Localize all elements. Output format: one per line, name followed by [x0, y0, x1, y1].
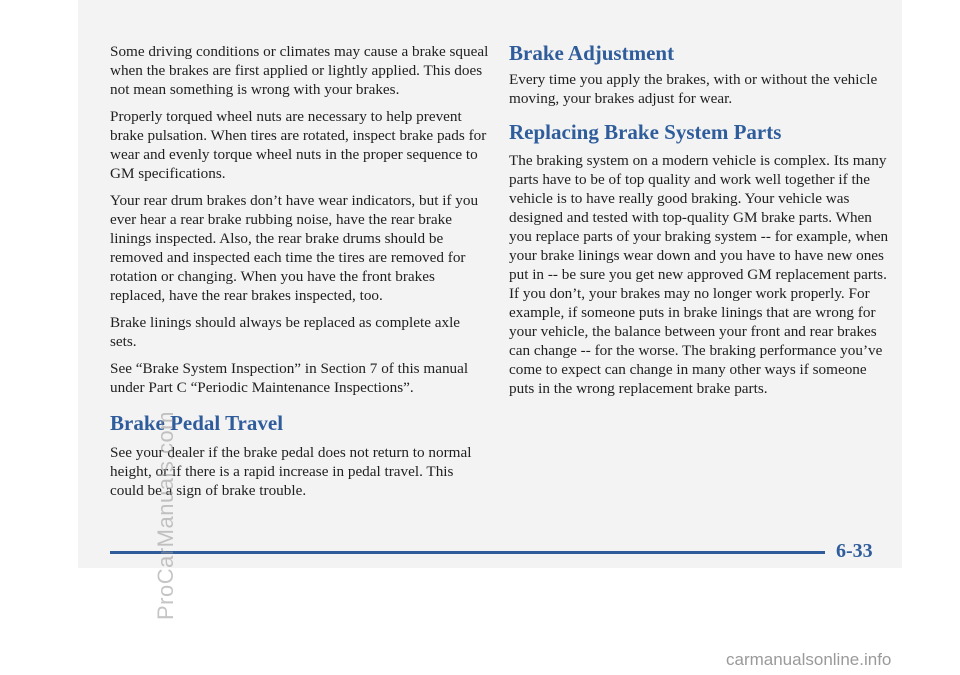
watermark-container	[73, 200, 178, 620]
right-column	[509, 41, 889, 398]
heading-brake-adjustment: Brake Adjustment	[509, 41, 675, 65]
footer-rule	[110, 551, 825, 554]
paragraph-brake-linings: Brake linings should always be replaced as complete axle sets.	[110, 314, 461, 350]
paragraph-brake-adjustment: Every time you apply the brakes, with or without the vehicle moving, your brakes adjust for wear.	[509, 71, 878, 107]
paragraph-inspection-reference: See “Brake System Inspection” in Section 7 of this manual under Part C “Periodic Maintenance Inspections”.	[110, 360, 469, 396]
watermark-text: ProCarManuals.com	[153, 410, 178, 620]
paragraph-wheel-nuts: Properly torqued wheel nuts are necessary to help prevent brake pulsation. When tires are rotated, inspect brake pads for wear and evenly torque wheel nuts in the proper sequence to GM specifications.	[110, 108, 487, 182]
page-number: 6-33	[836, 540, 873, 562]
paragraph-replacing-parts: The braking system on a modern vehicle is complex. Its many parts have to be of top quality and work well together if the vehicle is to have really good braking. Your vehicle was designed and tested with top-quality GM brake parts. When you replace parts of your braking system -- for example, when your brake linings wear down and you have to have new ones put in -- be sure you get new approved GM replacement parts. If you don’t, your brakes may no longer work properly. For example, if someone puts in brake linings that are wrong for your vehicle, the balance between your front and rear brakes can change -- for the worse. The braking performance you’ve come to expect can change in many other ways if someone puts in the wrong replacement brake parts.	[509, 152, 889, 397]
paragraph-brake-pedal: See your dealer if the brake pedal does not return to normal height, or if there is a rapid increase in pedal travel. This could be a sign of brake trouble.	[110, 444, 472, 499]
heading-brake-pedal-travel: Brake Pedal Travel	[110, 411, 284, 435]
paragraph-brake-squeal: Some driving conditions or climates may cause a brake squeal when the brakes are first applied or lightly applied. This does not mean something is wrong with your brakes.	[110, 43, 489, 98]
site-url: carmanualsonline.info	[726, 650, 892, 669]
heading-replacing-parts: Replacing Brake System Parts	[509, 120, 782, 144]
paragraph-rear-drum-brakes: Your rear drum brakes don’t have wear indicators, but if you ever hear a rear brake rubbing noise, have the rear brake linings inspected. Also, the rear brake drums should be removed and inspected each time the tires are removed for rotation or changing. When you have the front brakes replaced, have the rear brakes inspected, too.	[110, 192, 479, 304]
